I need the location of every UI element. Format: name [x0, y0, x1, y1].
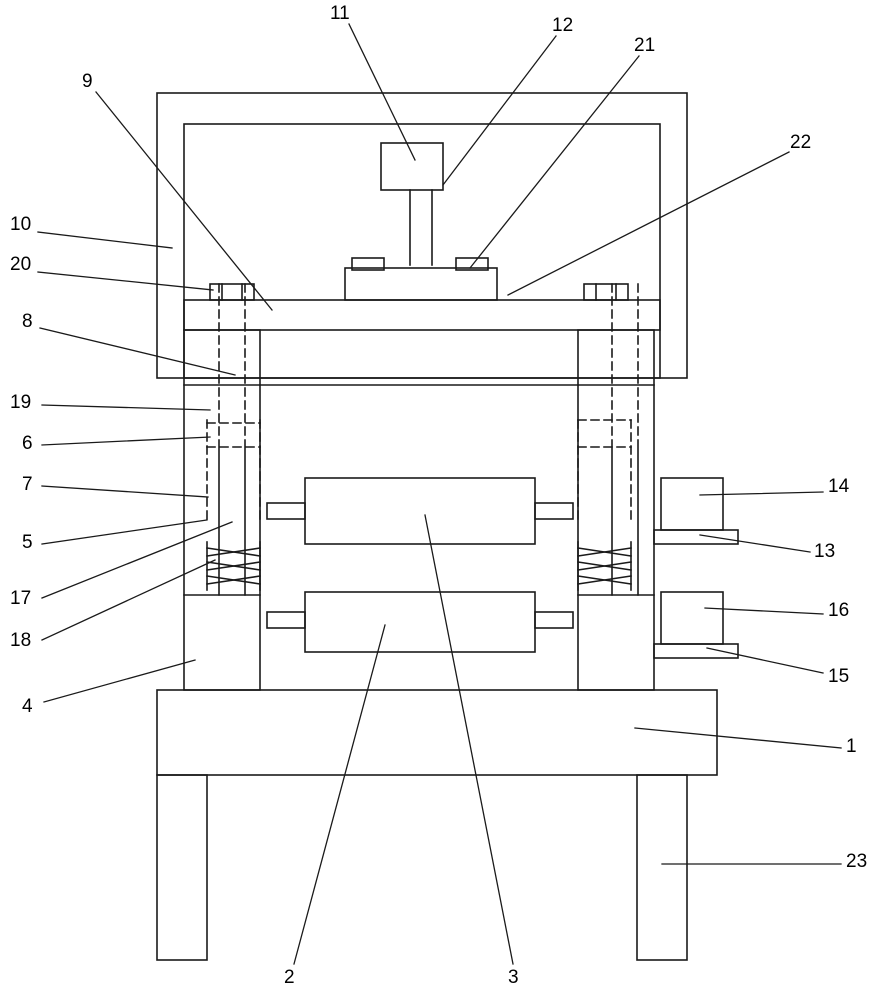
- callout-17: 17: [10, 588, 32, 609]
- inner-frame: [184, 124, 660, 378]
- callout-16: 16: [828, 600, 850, 621]
- base-table: [157, 690, 717, 775]
- spring-left: [207, 542, 260, 590]
- callout-2: 2: [284, 967, 295, 988]
- callout-11: 11: [330, 3, 350, 24]
- callout-20: 20: [10, 254, 32, 275]
- motor-upper: [661, 478, 723, 530]
- callout-15: 15: [828, 666, 850, 687]
- bolt-head-left: [210, 284, 254, 300]
- motor-upper-mount: [654, 530, 738, 544]
- leg-right: [637, 775, 687, 960]
- callout-5: 5: [22, 532, 33, 553]
- callout-18: 18: [10, 630, 32, 651]
- motor-lower-mount: [654, 644, 738, 658]
- upper-roller-shaft-right: [535, 503, 573, 519]
- upper-roller: [305, 478, 535, 544]
- leader-lines: [38, 24, 841, 964]
- callout-12: 12: [552, 15, 574, 36]
- callout-1: 1: [846, 736, 857, 757]
- top-beam: [184, 300, 660, 330]
- callout-22: 22: [790, 132, 812, 153]
- callout-8: 8: [22, 311, 33, 332]
- callout-14: 14: [828, 476, 850, 497]
- bolt-head-right: [584, 284, 628, 300]
- callout-21: 21: [634, 35, 656, 56]
- callout-4: 4: [22, 696, 33, 717]
- callout-19: 19: [10, 392, 32, 413]
- lower-roller-shaft-left: [267, 612, 305, 628]
- callout-6: 6: [22, 433, 33, 454]
- column-left: [184, 330, 260, 690]
- callout-7: 7: [22, 474, 33, 495]
- callout-3: 3: [508, 967, 519, 988]
- column-right: [578, 330, 654, 690]
- leg-left: [157, 775, 207, 960]
- spring-right: [578, 542, 631, 590]
- motor-lower: [661, 592, 723, 644]
- lower-roller: [305, 592, 535, 652]
- press-plate-body: [345, 268, 497, 300]
- callout-23: 23: [846, 851, 868, 872]
- upper-roller-shaft-left: [267, 503, 305, 519]
- actuator-head: [381, 143, 443, 190]
- callout-10: 10: [10, 214, 32, 235]
- lower-roller-shaft-right: [535, 612, 573, 628]
- outer-frame: [157, 93, 687, 378]
- callout-13: 13: [814, 541, 836, 562]
- callout-9: 9: [82, 71, 93, 92]
